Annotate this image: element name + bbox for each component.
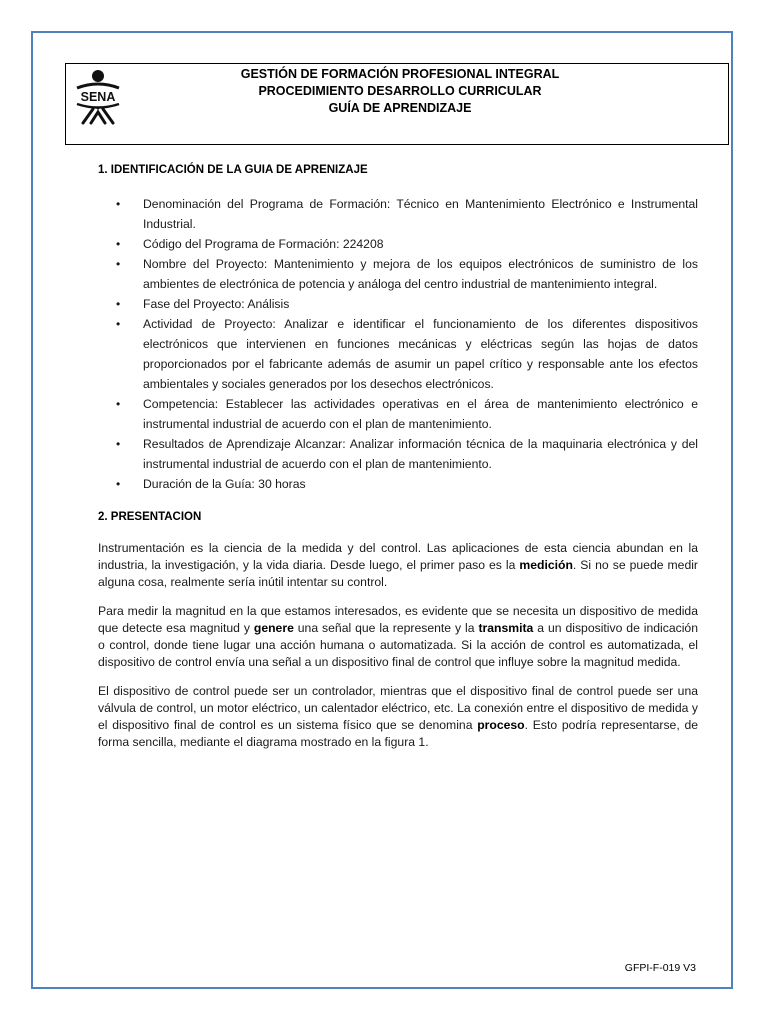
- header-line-1: GESTIÓN DE FORMACIÓN PROFESIONAL INTEGRAL: [240, 67, 560, 81]
- section-1-title: 1. IDENTIFICACIÓN DE LA GUIA DE APRENIZAJE: [98, 164, 368, 176]
- list-item: • Competencia: Establecer las actividades operativas en el área de mantenimiento electrónico e instrumental industrial de acuerdo con el plan de mantenimiento.: [98, 394, 698, 434]
- paragraph-3: El dispositivo de control puede ser un controlador, mientras que el dispositivo final de control puede ser una válvula de control, un motor eléctrico, un calentador eléctrico, etc. La conexión entre el dispositivo de medida y el dispositivo final de control es un sistema físico que se denomina proceso. Esto podría representarse, de forma sencilla, mediante el diagrama mostrado en la figura 1.: [98, 684, 698, 749]
- paragraph-1: Instrumentación es la ciencia de la medida y del control. Las aplicaciones de esta ciencia abundan en la industria, la investigación, y la vida diaria. Desde luego, el primer paso es la medición. Si no se puede medir alguna cosa, realmente sería inútil intentar su control.: [98, 541, 698, 589]
- identification-list: [98, 194, 698, 494]
- list-item: • Nombre del Proyecto: Mantenimiento y mejora de los equipos electrónicos de suministro de los ambientes de electrónica de potencia y análoga del centro industrial de mantenimiento integral.: [98, 254, 698, 294]
- list-item: • Fase del Proyecto: Análisis: [98, 294, 698, 314]
- bullet-icon: •: [116, 197, 121, 211]
- header-line-3: GUÍA DE APRENDIZAJE: [328, 101, 472, 115]
- list-item: • Actividad de Proyecto: Analizar e identificar el funcionamiento de los diferentes dispositivos electrónicos que intervienen en funciones mecánicas y eléctricas según las hojas de datos proporcionados por el fabricante además de asumir un papel crítico y responsable ante los efectos ambientales y sociales generados por los desechos electrónicos.: [98, 314, 698, 394]
- list-item: • Código del Programa de Formación: 224208: [98, 234, 698, 254]
- list-item: • Denominación del Programa de Formación: Técnico en Mantenimiento Electrónico e Instrumental Industrial.: [98, 194, 698, 234]
- form-code: GFPI-F-019 V3: [624, 962, 696, 974]
- list-item: • Resultados de Aprendizaje Alcanzar: Analizar información técnica de la maquinaria electrónica y del instrumental industrial de acuerdo con el plan de mantenimiento.: [98, 434, 698, 474]
- bullet-icon: •: [116, 317, 121, 331]
- section-2-title: 2. PRESENTACION: [98, 511, 202, 523]
- bullet-icon: •: [116, 297, 121, 311]
- bullet-icon: •: [116, 437, 121, 451]
- bullet-icon: •: [116, 257, 121, 271]
- list-item: • Duración de la Guía: 30 horas: [98, 474, 698, 494]
- bullet-icon: •: [116, 237, 121, 251]
- document-header: [65, 63, 729, 145]
- sena-logo-text: SENA: [80, 90, 116, 104]
- header-line-2: PROCEDIMIENTO DESARROLLO CURRICULAR: [258, 84, 542, 98]
- bullet-icon: •: [116, 477, 121, 491]
- document-body: [98, 160, 698, 751]
- paragraph-2: Para medir la magnitud en la que estamos interesados, es evidente que se necesita un dispositivo de medida que detecte esa magnitud y genere una señal que la represente y la transmita a un dispositivo de indicación o control, donde tiene lugar una acción humana o automatizada. Si la acción de control es automatizada, el dispositivo de control envía una señal a un dispositivo final de control que influye sobre la magnitud medida.: [98, 604, 698, 669]
- bullet-icon: •: [116, 397, 121, 411]
